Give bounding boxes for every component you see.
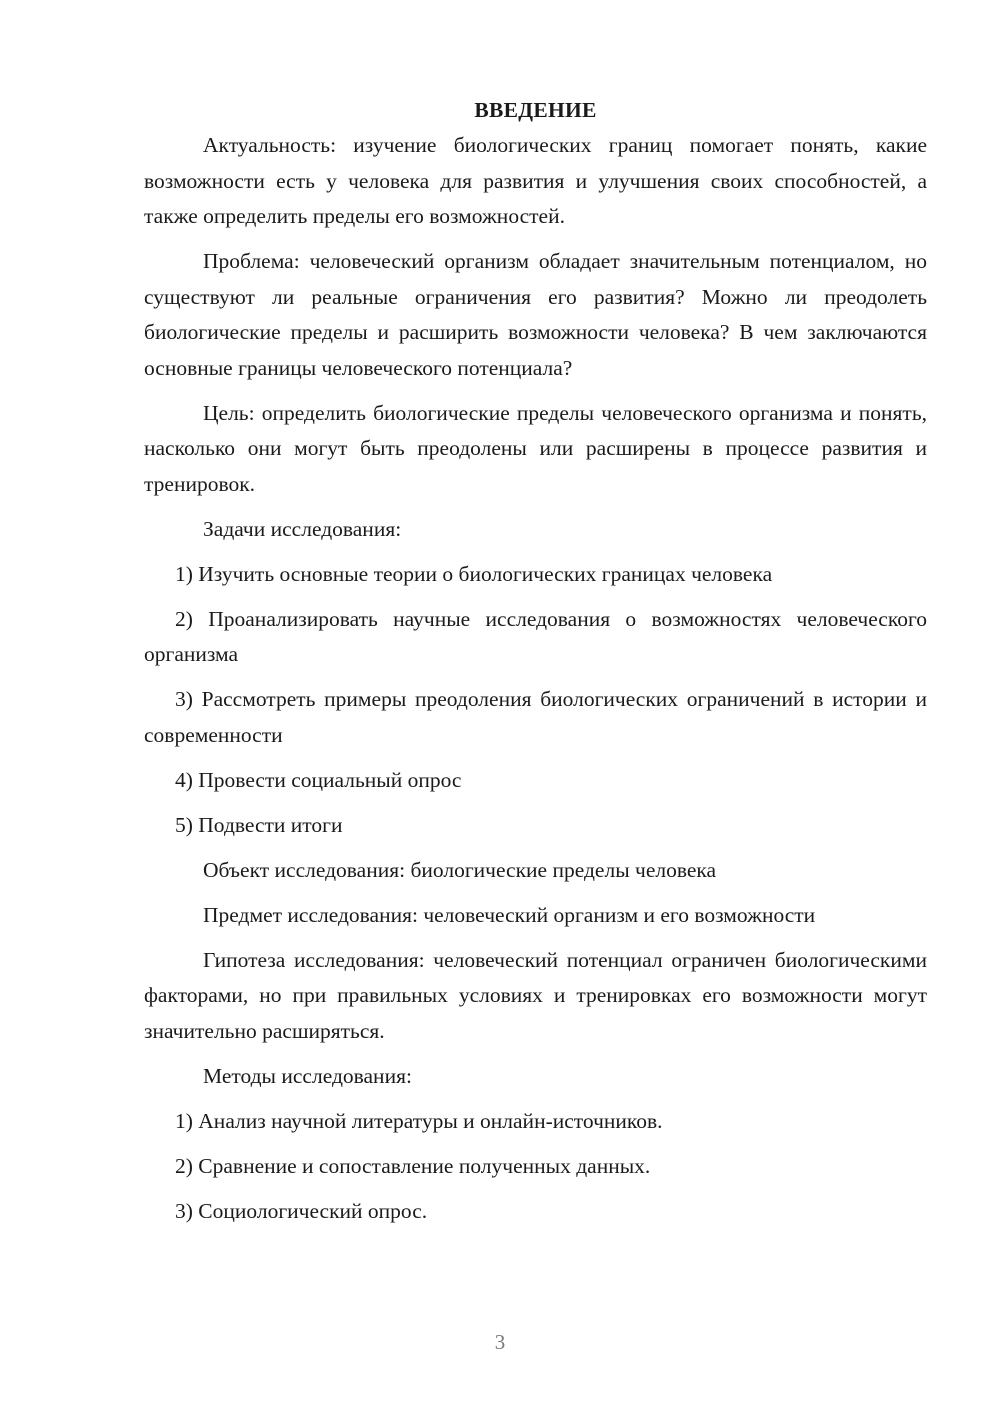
task-item: 3) Рассмотреть примеры преодоления биологических ограничений в истории и современности [144,687,927,747]
task-item: 5) Подвести итоги [175,812,343,837]
paragraph-subject: Предмет исследования: человеческий организм и его возможности [203,902,816,927]
paragraph-problem: Проблема: человеческий организм обладает значительным потенциалом, но существуют ли реальные ограничения его развития? Можно ли преодолеть биологические пределы и расширить возможности человека? В чем заключаются основные границы человеческого потенциала? [144,249,927,380]
methods-heading: Методы исследования: [203,1063,412,1088]
section-title: ВВЕДЕНИЕ [474,98,597,122]
page-number: 3 [494,1330,506,1354]
method-item: 1) Анализ научной литературы и онлайн-источников. [175,1108,663,1133]
task-item: 2) Проанализировать научные исследования о возможностях человеческого организма [144,606,927,666]
paragraph-goal: Цель: определить биологические пределы человеческого организма и понять, насколько они могут быть преодолены или расширены в процессе развития и тренировок. [144,400,927,496]
document-page [144,92,927,1239]
method-item: 2) Сравнение и сопоставление полученных данных. [175,1153,651,1178]
task-item: 4) Провести социальный опрос [175,767,462,792]
paragraph-object: Объект исследования: биологические пределы человека [203,857,717,882]
paragraph-hypothesis: Гипотеза исследования: человеческий потенциал ограничен биологическими факторами, но при правильных условиях и тренировках его возможности могут значительно расширяться. [144,947,927,1043]
paragraph-relevance: Актуальность: изучение биологических границ помогает понять, какие возможности есть у человека для развития и улучшения своих способностей, а также определить пределы его возможностей. [144,133,927,228]
tasks-heading: Задачи исследования: [203,516,402,541]
method-item: 3) Социологический опрос. [175,1198,428,1223]
task-item: 1) Изучить основные теории о биологических границах человека [175,561,773,586]
